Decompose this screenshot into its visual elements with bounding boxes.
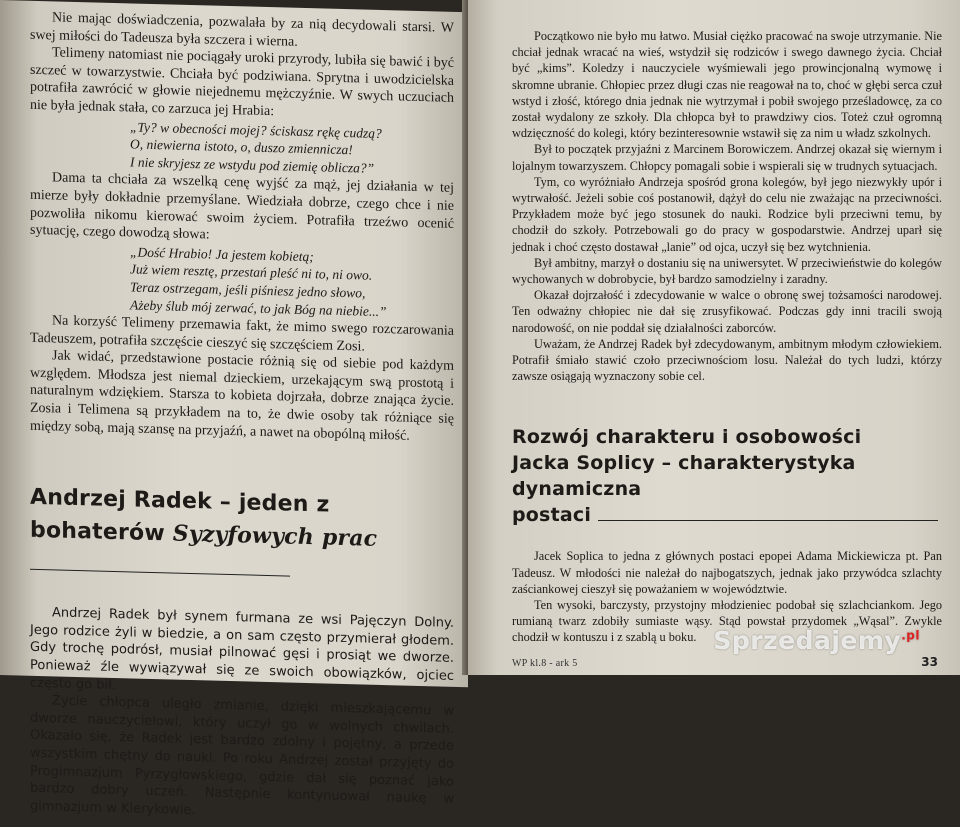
right-paragraph: Ten wysoki, barczysty, przystojny młodzieniec podobał się szlachciankom. Jego rumianą twarz zdobiły sumiaste wąsy. Stąd powstał przydomek „Wąsal”. Zwykle chodził w kontuszu i z szablą u boku.: [512, 598, 942, 645]
heading-italic: Syzyfowych prac: [172, 520, 378, 553]
heading-line: Rozwój charakteru i osobowości: [512, 426, 862, 449]
right-paragraph: Był to początek przyjaźni z Marcinem Borowiczem. Andrzej okazał się wiernym i lojalnym towarzyszem. Chłopcy pomagali sobie i wspierali się w trudnych sytuacjach.: [512, 142, 942, 173]
left-paragraph: Życie chłopca uległo zmianie, dzięki mieszkającemu w dworze nauczycielowi, który uczył go w wolnych chwilach. Okazało się, że Radek jest bardzo zdolny i pojętny, a przede wszystkim chętny do nauki. Po roku Andrzej został przyjęty do Progimnazjum Pyrzygłowskiego, gdzie dał się poznać jako bardzo dobry uczeń. Następnie kontynuował naukę w gimnazjum w Klerykowie.: [30, 693, 454, 818]
quoted-verse: [30, 115, 454, 179]
page-number: 33: [921, 655, 938, 669]
heading-line: Jacka Soplicy – charakterystyka dynamiczna: [512, 452, 856, 501]
heading-line-last: [512, 502, 942, 528]
verse-line: Ażeby ślub mój zerwać, to jak Bóg na niebie...”: [130, 296, 387, 319]
verse-line: O, niewierna istoto, o, duszo zmiennicza!: [130, 136, 353, 158]
heading-plain: Andrzej Radek – jeden z bohaterów: [30, 485, 330, 547]
quoted-verse: [30, 241, 454, 322]
watermark-logo: [713, 626, 920, 655]
heading-rule: [598, 520, 938, 521]
right-page: [468, 0, 960, 675]
verse-line: I nie skryjesz ze wstydu pod ziemię oblicza?”: [130, 154, 375, 176]
right-paragraph: Okazał dojrzałość i zdecydowanie w walce o obronę swej tożsamości narodowej. Ten odważny chłopiec nie dał się zrusyfikować. Podczas gdy inni tracili swoją narodowość, on nie poddał się działalności zaborców.: [512, 288, 942, 335]
verse-line: „Dość Hrabio! Ja jestem kobietą;: [130, 244, 314, 264]
right-paragraph: Uważam, że Andrzej Radek był zdecydowanym, ambitnym młodym człowiekiem. Potrafił śmiało stawić czoło przeciwnościom losu. Należał do tych ludzi, którzy zawsze osiągają wyznaczony sobie cel.: [512, 336, 942, 384]
watermark-text: Sprzedajemy: [713, 626, 902, 655]
right-paragraph: Tym, co wyróżniało Andrzeja spośród grona kolegów, był jego niezwykły upór i wytrwałość. Jeżeli sobie coś postanowił, dążył do celu nie zważając na przeciwności. Przykładem może być jego stosunek do nauki. Rodzice byli przeciwni temu, by chodził do szkoły. Potrzebowali go do pracy w gospodarstwie. Andrzej uparł się jednak i choć często dostawał „lanie” od ojca, uczył się bez wytchnienia.: [512, 174, 942, 254]
left-paragraph: Andrzej Radek był synem furmana ze wsi Pajęczyn Dolny. Jego rodzice żyli w biedzie, a on sam często przymierał głodem. Gdy trochę podrósł, musiał pilnować gęsi i prosiąt we dworze. Ponieważ źle wywiązywał się ze swoich obowiązków, ojciec często go bił.: [30, 605, 454, 693]
heading-line: postaci: [512, 504, 592, 527]
left-page: [0, 0, 468, 818]
verse-line: Teraz ostrzegam, jeśli piśniesz jedno słowo,: [130, 279, 366, 301]
right-paragraph: Początkowo nie było mu łatwo. Musiał ciężko pracować na swoje utrzymanie. Nie chciał jednak wracać na wieś, wstydził się rodziców i swego dawnego życia. Chciał być „kims”. Koledzy i nauczyciele wyśmiewali jego prowincjonalną wymowę i skromne ubranie. Chłopiec przez długi czas nie reagował na to, choć w głębi serca czuł wstyd i złość, którego dnia jednak nie wytrzymał i pobił swojego prześladowcę, za co został wydalony ze szkoły. Dla chłopca był to prawdziwy cios. Toteż czuł ogromną wdzięczność do kolegi, który bezinteresownie wstawił się za nim u władz szkolnych.: [512, 29, 942, 141]
section-heading-radek: [30, 481, 454, 591]
left-paragraph: Telimeny natomiast nie pociągały uroki przyrody, lubiła się bawić i być szczeć w towarzystwie. Chciała być podziwiana. Sprytna i uwodzicielska potrafiła zawrócić w głowie niejednemu mężczyźnie. W swych uczuciach nie była jednak stała, co zarzuca jej Hrabia:: [30, 45, 454, 120]
page-footer: WP kl.8 - ark 5: [512, 658, 578, 669]
watermark-suffix: .pl: [901, 628, 920, 643]
heading-rule: [30, 569, 290, 577]
left-paragraph: Na korzyść Telimeny przemawia fakt, że mimo swego rozczarowania Tadeuszem, potrafiła szczęście cieszyć się szczęściem Zosi.: [30, 313, 454, 355]
section-heading-soplica: [512, 424, 942, 528]
right-paragraph: Jacek Soplica to jedna z głównych postaci epopei Adama Mickiewicza pt. Pan Tadeusz. W młodości nie należał do najbogatszych, jednak jako przywódca szlachty zaściankowej cieszył się poważaniem w województwie.: [512, 549, 942, 596]
left-paragraph: Nie mając doświadczenia, pozwalała by za nią decydowali starsi. W swej miłości do Tadeusza była szczera i wierna.: [30, 10, 454, 50]
verse-line: Już wiem resztę, przestań pleść ni to, ni owo.: [130, 261, 373, 284]
left-top-block: [30, 9, 454, 446]
verse-line: „Ty? w obecności mojej? ściskasz rękę cudzą?: [130, 118, 382, 141]
left-paragraph: Jak widać, przedstawione postacie różnią się od siebie pod każdym względem. Młodsza jest niemal dzieckiem, urzekającym swą prostotą i naturalnym wdziękiem. Starsza to kobieta dojrzała, dobrze znająca życie. Zosia i Telimena są przykładem na to, że dwie osoby tak różniące się między sobą, mają szansę na przyjaźń, a nawet na obopólną miłość.: [30, 348, 454, 444]
right-paragraph: Był ambitny, marzył o dostaniu się na uniwersytet. W przeciwieństwie do kolegów wychowanych w dobrobycie, był bardzo samodzielny i zaradny.: [512, 255, 942, 287]
left-paragraph: Dama ta chciała za wszelką cenę wyjść za mąż, jej działania w tej mierze były dokładnie przemyślane. Wiedziała dobrze, czego chce i nie pozwoliła nikomu kierować swoim życiem. Potrafiła trzeźwo ocenić sytuację, czego dowodzą słowa:: [30, 170, 454, 243]
